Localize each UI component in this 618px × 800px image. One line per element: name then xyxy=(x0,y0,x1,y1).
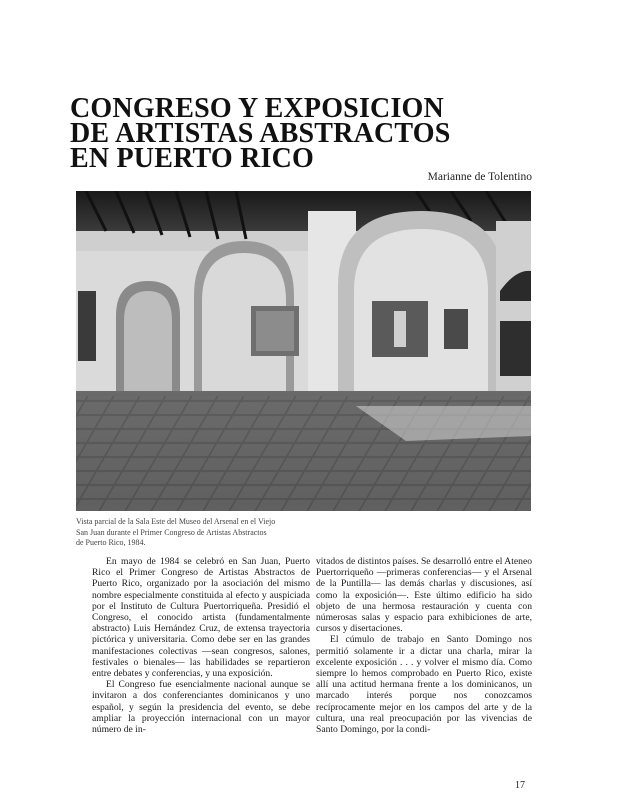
title-line: EN PUERTO RICO xyxy=(70,143,314,174)
paragraph: El Congreso fue esencialmente nacional aunque se invitaron a dos conferenciantes dominicanos y uno español, y según la presidencia del evento, se debe ampliar la proyección internacional con un mayor número de in- xyxy=(92,679,310,736)
paragraph-continued: vitados de distintos países. Se desarrolló entre el Ateneo Puertorriqueño —primeras conferencias— y el Arsenal de la Puntilla— las demás charlas y discusiones, así como la exposición—. Este último edificio ha sido objeto de una hermosa restauración y cuenta con númerosas salas y espacio para exhibiciones de arte, cursos y disertaciones. xyxy=(316,556,532,635)
article-title xyxy=(70,93,490,174)
gallery-photo xyxy=(76,191,531,511)
paragraph: El cúmulo de trabajo en Santo Domingo nos permitió solamente ir a dictar una charla, mirar la excelente exposición . . . y volver el mismo día. Como siempre lo hemos comprobado en Puerto Rico, existe allí una actitud hermana frente a los dominicanos, un marcado interés porque nos conozcamos recíprocamente mejor en los campos del arte y de la cultura, una real preocupación por las vivencias de Santo Domingo, por la condi- xyxy=(316,634,532,736)
paragraph: En mayo de 1984 se celebró en San Juan, Puerto Rico el Primer Congreso de Artistas Abstractos de Puerto Rico, organizado por la asociación del mismo nombre especialmente constituida al efecto y auspiciada por el Instituto de Cultura Puertorriqueña. Presidió el Congreso, el conocido artista (fundamentalmente abstracto) Luis Hernández Cruz, de extensa trayectoria pictórica y universitaria. Como debe ser en las grandes manifestaciones colectivas —sean congresos, salones, festivales o bienales— las habilidades se repartieron entre debates y conferencias, y una exposición. xyxy=(92,556,310,680)
title-line: DE ARTISTAS ABSTRACTOS xyxy=(70,118,451,149)
caption-line: San Juan durante el Primer Congreso de Artistas Abstractos xyxy=(76,527,267,537)
photo-caption xyxy=(76,517,316,549)
text-column-left xyxy=(92,556,310,735)
page-number: 17 xyxy=(515,780,525,791)
title-line: CONGRESO Y EXPOSICION xyxy=(70,93,444,124)
caption-line: de Puerto Rico, 1984. xyxy=(76,538,146,547)
text-column-right xyxy=(316,556,532,735)
author-byline: Marianne de Tolentino xyxy=(427,171,532,183)
caption-line: Vista parcial de la Sala Este del Museo del Arsenal en el Viejo xyxy=(76,517,276,526)
gallery-photo-illustration xyxy=(76,191,531,511)
